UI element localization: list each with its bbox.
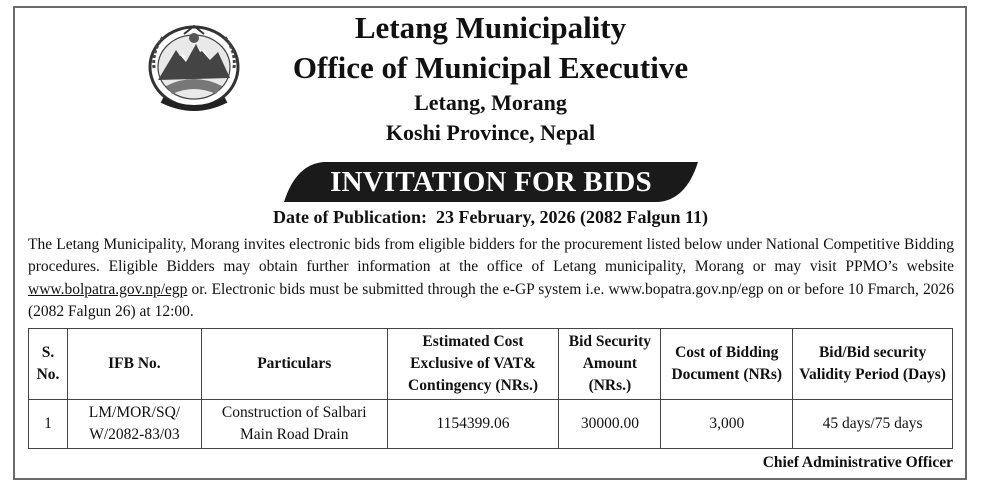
- publication-value: 23 February, 2026 (2082 Falgun 11): [435, 207, 708, 227]
- municipality-title: Letang Municipality: [354, 10, 627, 45]
- cell-doc-cost: 3,000: [661, 400, 793, 449]
- header-cost: Estimated Cost Exclusive of VAT& Contingency (NRs.): [387, 329, 559, 400]
- header-ifb: IFB No.: [67, 329, 201, 400]
- cell-particulars: Construction of Salbari Main Road Drain: [201, 400, 387, 449]
- location-line: Letang, Morang: [414, 90, 567, 115]
- notice-text-1: The Letang Municipality, Morang invites electronic bids from eligible bidders for the procurement listed below under National Competitive Bidding procedures. Eligible Bidders may obtain further information at the office of Letang municipality, Morang or may visit PPMO’s website: [28, 236, 954, 276]
- cell-sno: 1: [29, 400, 68, 449]
- signature-title: Chief Administrative Officer: [762, 454, 953, 471]
- header-sno: S. No.: [29, 329, 68, 400]
- province-line: Koshi Province, Nepal: [385, 120, 596, 145]
- bolpatra-link[interactable]: www.bolpatra.gov.np/egp: [28, 280, 188, 298]
- header-doc-cost: Cost of Bidding Document (NRs): [661, 329, 793, 400]
- publication-date: [0, 205, 981, 229]
- office-title: Office of Municipal Executive: [292, 50, 689, 85]
- bids-table: [28, 328, 953, 449]
- invitation-banner: [284, 162, 698, 202]
- header-validity: Bid/Bid security Validity Period (Days): [793, 329, 953, 400]
- header-particulars: Particulars: [201, 329, 387, 400]
- cell-security: 30000.00: [559, 400, 661, 449]
- cell-validity: 45 days/75 days: [793, 400, 953, 449]
- cell-ifb: LM/MOR/SQ/ W/2082-83/03: [67, 400, 201, 449]
- table-header-row: [29, 329, 953, 400]
- publication-label: Date of Publication:: [273, 207, 427, 227]
- cell-cost: 1154399.06: [387, 400, 559, 449]
- banner-title: INVITATION FOR BIDS: [330, 166, 652, 198]
- notice-text-2: or. Electronic bids must be submitted through the e-GP system i.e. www.bopatra.gov.np/egp on or before 10 Fmarch, 2026 (2082 Falgun 26) at 12:00.: [28, 280, 954, 320]
- header-security: Bid Security Amount (NRs.): [559, 329, 661, 400]
- table-row: [29, 400, 953, 449]
- notice-paragraph: [28, 234, 954, 323]
